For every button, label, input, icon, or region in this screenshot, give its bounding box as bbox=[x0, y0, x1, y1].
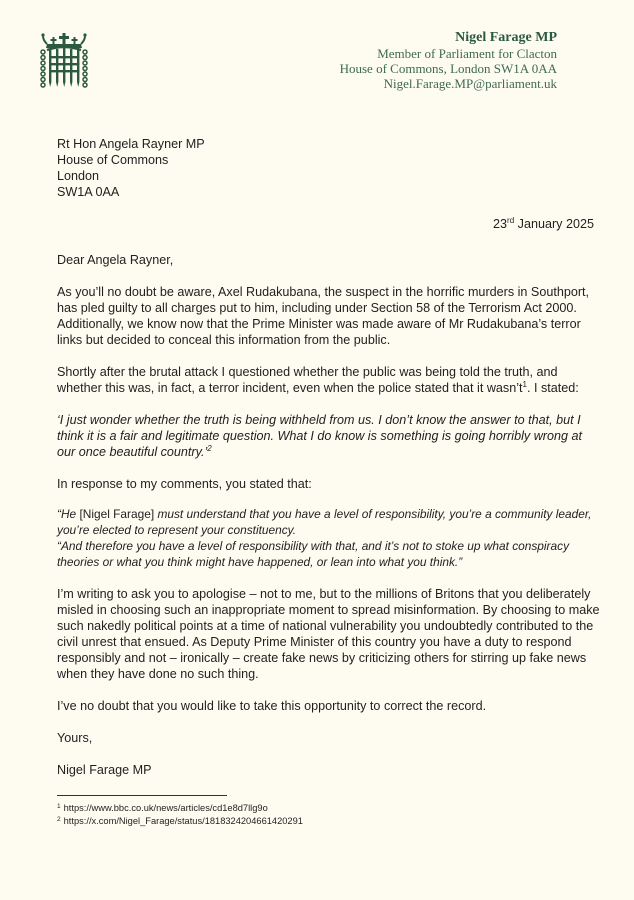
footnote-num: 2 bbox=[57, 816, 61, 823]
paragraph-1: As you’ll no doubt be aware, Axel Rudakubana, the suspect in the horrific murders in Southport, has pled guilty to all charges put to him, including under Section 58 of the Terrorism Act 2000. Additionally, we know now that the Prime Minister was made aware of Mr Rudakubana’s terror links but decided to conceal this information from the public. bbox=[57, 285, 590, 347]
paragraph-3: In response to my comments, you stated that: bbox=[57, 477, 312, 491]
paragraph-5: I’ve no doubt that you would like to take this opportunity to correct the record. bbox=[57, 699, 487, 713]
salutation: Dear Angela Rayner, bbox=[57, 253, 174, 267]
footnote-ref-2[interactable]: 2 bbox=[207, 444, 212, 453]
date-rest: January 2025 bbox=[514, 217, 594, 231]
paragraph-2-text: Shortly after the brutal attack I questioned whether the public was being told the truth, and whether this was, in fact, a terror incident, even when the police stated that it wasn’t bbox=[57, 365, 558, 395]
footnote-2 bbox=[57, 815, 303, 828]
closing: Yours, bbox=[57, 731, 93, 745]
quote-rayner-open: “He bbox=[57, 507, 80, 521]
sender-address: House of Commons, London SW1A 0AA bbox=[339, 61, 557, 76]
recipient-line: London bbox=[57, 169, 100, 183]
sender-role: Member of Parliament for Clacton bbox=[377, 46, 557, 61]
quote-farage bbox=[57, 412, 602, 460]
footnote-link[interactable]: https://x.com/Nigel_Farage/status/1818324204661420291 bbox=[63, 816, 303, 826]
quote-rayner bbox=[57, 506, 602, 570]
footnotes bbox=[57, 802, 303, 828]
recipient-line: Rt Hon Angela Rayner MP bbox=[57, 137, 205, 151]
paragraph-4: I’m writing to ask you to apologise – not to me, but to the millions of Britons that you deliberately misled in choosing such an inappropriate moment to spread misinformation. By choosing to make such nakedly political points at a time of national vulnerability you undoubtedly contributed to the civil unrest that ensued. As Deputy Prime Minister of this country you have a duty to respond responsibly and not – ironically – create fake news by criticizing others for stirring up fake news when they have done no such thing. bbox=[57, 587, 600, 681]
footnote-link[interactable]: https://www.bbc.co.uk/news/articles/cd1e8d7llg9o bbox=[63, 803, 268, 813]
recipient-address bbox=[57, 136, 205, 200]
recipient-line: House of Commons bbox=[57, 153, 169, 167]
quote-rayner-line2: “And therefore you have a level of responsibility with that, and it’s not to stoke up what conspiracy theories or what you think might have happened, or lean into what you think.” bbox=[57, 539, 570, 569]
footnote-ref-1[interactable]: 1 bbox=[522, 380, 527, 389]
footnote-1 bbox=[57, 802, 303, 815]
quote-rayner-rest: must understand that you have a level of responsibility, you’re a community leader, you’re elected to represent your constituency. bbox=[57, 507, 592, 537]
paragraph-2-tail: . I stated: bbox=[526, 381, 579, 395]
date-day: 23 bbox=[493, 217, 508, 231]
letter-body bbox=[57, 252, 602, 794]
portcullis-icon bbox=[39, 32, 89, 88]
date-suffix: rd bbox=[507, 216, 515, 225]
quote-farage-text: ‘I just wonder whether the truth is being withheld from us. I don’t know the answer to that, but I think it is a fair and legitimate question. What I do know is something is going horribly wrong at our once beautiful country.’ bbox=[57, 413, 583, 459]
recipient-line: SW1A 0AA bbox=[57, 185, 120, 199]
signature: Nigel Farage MP bbox=[57, 763, 152, 777]
footnote-num: 1 bbox=[57, 803, 61, 810]
sender-name: Nigel Farage MP bbox=[455, 30, 557, 45]
letter-date bbox=[493, 217, 594, 231]
letterhead bbox=[340, 30, 557, 91]
footnote-divider bbox=[57, 795, 227, 796]
paragraph-2 bbox=[57, 364, 602, 396]
sender-email[interactable]: Nigel.Farage.MP@parliament.uk bbox=[383, 76, 557, 91]
quote-rayner-bracket: [Nigel Farage] bbox=[79, 507, 155, 521]
